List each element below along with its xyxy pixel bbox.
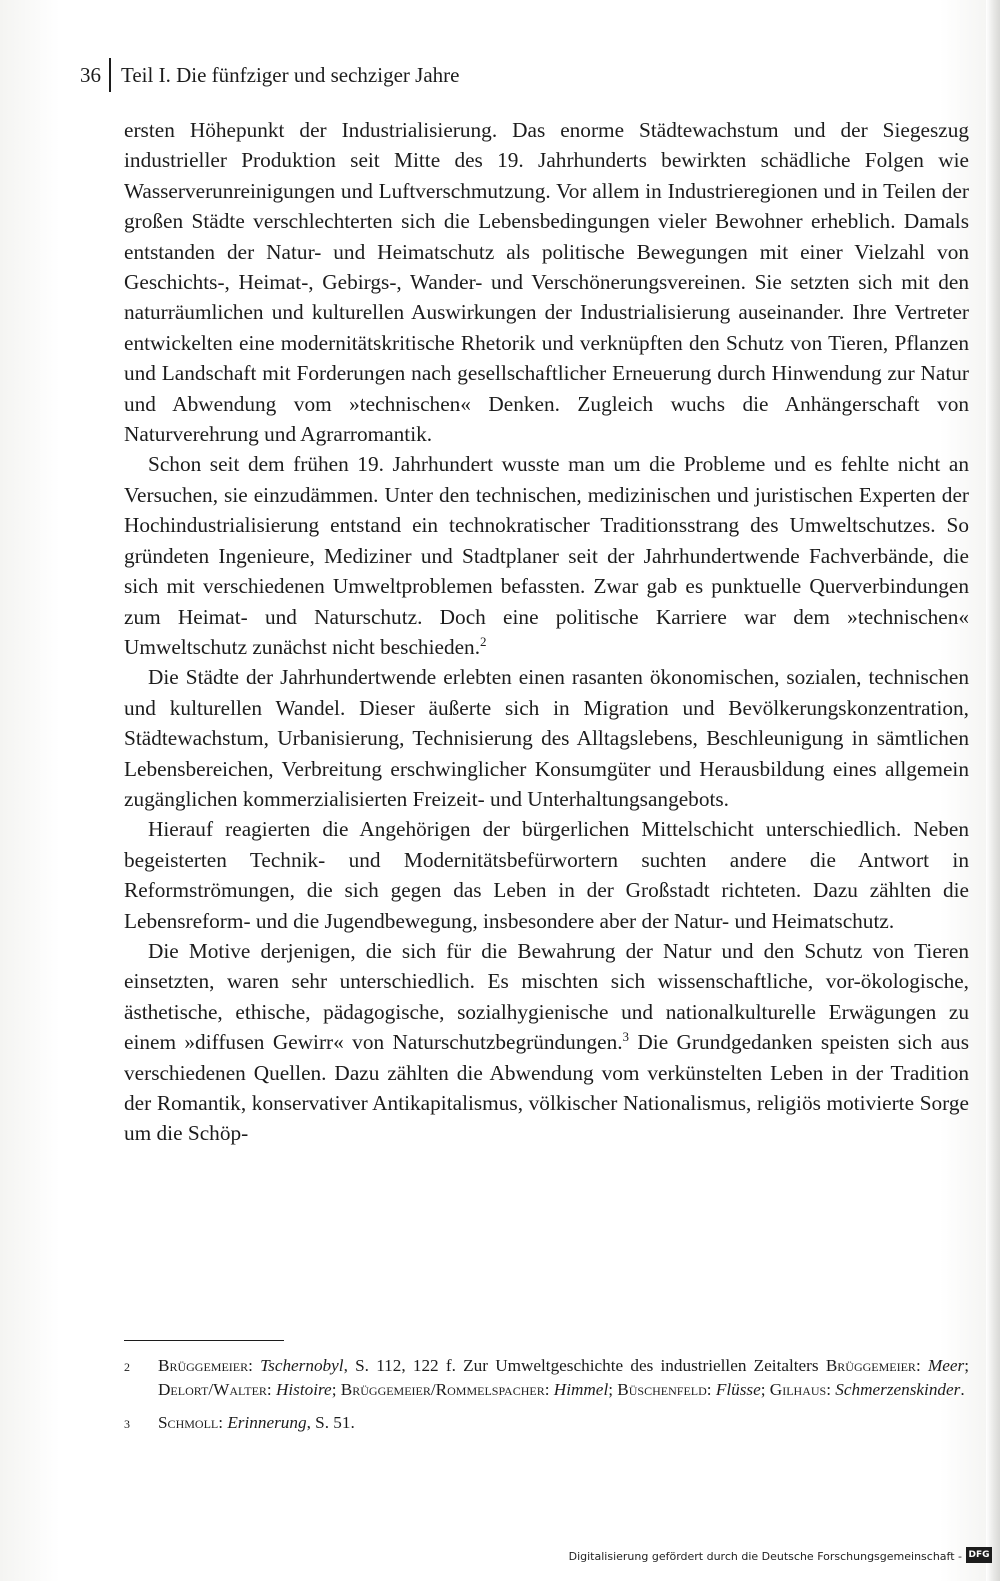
footnote [124,1354,969,1403]
paragraph: ersten Höhepunkt der Industrialisierung. Das enorme Städtewachstum und der Siegeszug industrieller Produktion seit Mitte des 19. Jahrhunderts bewirkten schädliche Folgen wie Wasserverunreinigungen und Luftverschmutzung. Vor allem in Industrieregionen und in Teilen der großen Städte verschlechterten sich die Lebensbedingungen vieler Bewohner erheblich. Damals entstanden der Natur- und Heimatschutz als politische Bewegungen mit einer Vielzahl von Geschichts-, Heimat-, Gebirgs-, Wander- und Verschönerungsvereinen. Sie setzten sich mit den naturräumlichen und kulturellen Auswirkungen der Industrialisierung auseinander. Ihre Vertreter entwickelten eine modernitätskritische Rhetorik und verknüpften den Schutz von Tieren, Pflanzen und Landschaft mit Forderungen nach gesellschaftlicher Erneuerung durch Hinwendung zur Natur und Abwendung vom »technischen« Denken. Zugleich wuchs die Anhängerschaft von Naturverehrung und Agrarromantik. [124,118,969,447]
footnote [124,1411,969,1436]
footnotes [124,1354,969,1444]
header-divider [109,58,111,92]
page-number: 36 [80,62,101,87]
paragraph: Hierauf reagierten die Angehörigen der bürgerlichen Mittelschicht unterschiedlich. Neben begeisterten Technik- und Modernitätsbefürwortern suchten andere die Antwort in Reformströmungen, die sich gegen das Leben in der Großstadt richteten. Dazu zählten die Lebensreform- und die Jugendbewegung, insbesondere aber der Natur- und Heimatschutz. [124,817,969,933]
running-title: Teil I. Die fünfziger und sechziger Jahre [121,62,460,87]
paragraph: Schon seit dem frühen 19. Jahrhundert wusste man um die Probleme und es fehlte nicht an Versuchen, sie einzudämmen. Unter den technischen, medizinischen und juristischen Experten der Hochindustrialisierung entstand ein technokratischer Traditionsstrang des Umweltschutzes. So gründeten Ingenieure, Mediziner und Stadtplaner seit der Jahrhundertwende Fachverbände, die sich mit verschiedenen Umweltproblemen befassten. Zwar gab es punktuelle Querverbindungen zum Heimat- und Naturschutz. Doch eine politische Karriere war dem »technischen« Umweltschutz zunächst nicht beschieden.$^2$ [124,452,969,659]
paragraph: Die Motive derjenigen, die sich für die Bewahrung der Natur und den Schutz von Tieren einsetzten, waren sehr unterschiedlich. Es mischten sich wissenschaftliche, vor-ökologische, ästhetische, ethische, pädagogische, sozialhygienische und nationalkulturelle Erwägungen zu einem »diffusen Gewirr« von Naturschutzbegründungen.$^3$ Die Grundgedanken speisten sich aus verschiedenen Quellen. Dazu zählten die Abwendung vom verkünstelten Leben in der Tradition der Romantik, konservativer Antikapitalismus, völkischer Nationalismus, religiös motivierte Sorge um die Schöp- [124,938,969,1146]
footnote-number: 2 [124,1360,130,1374]
footnote-text: Schmoll: Erinnerung, S. 51. [158,1412,355,1432]
digitization-note: Digitalisierung gefördert durch die Deutsche Forschungsgemeinschaft - [568,1550,962,1563]
page-edge-shadow [986,0,1000,1581]
dfg-logo-icon: DFG [966,1547,992,1563]
paragraph: Die Städte der Jahrhundertwende erlebten einen rasanten ökonomischen, sozialen, technischen und kulturellen Wandel. Dieser äußerte sich in Migration und Bevölkerungskonzentration, Städtewachstum, Urbanisierung, Technisierung des Alltagslebens, Beschleunigung in sämtlichen Lebensbereichen, Verbreitung erschwinglicher Konsumgüter und Herausbildung eines allgemein zugänglichen kommerzialisierten Freizeit- und Unterhaltungsangebots. [124,665,969,811]
main-text [124,115,969,1149]
footnote-separator [124,1340,284,1341]
footnote-text: Brüggemeier: Tschernobyl, S. 112, 122 f. Zur Umweltgeschichte des industriellen Zeitalters Brüggemeier: Meer; Delort/Walter: Histoire; Brüggemeier/Rommelspacher: Himmel; Büschenfeld: Flüsse; Gilhaus: Schmerzenskinder. [158,1356,970,1400]
footnote-ref[interactable]: 3 [622,1029,630,1045]
footnote-number: 3 [124,1416,130,1431]
running-header [80,58,459,92]
footnote-ref[interactable]: 2 [480,633,487,649]
